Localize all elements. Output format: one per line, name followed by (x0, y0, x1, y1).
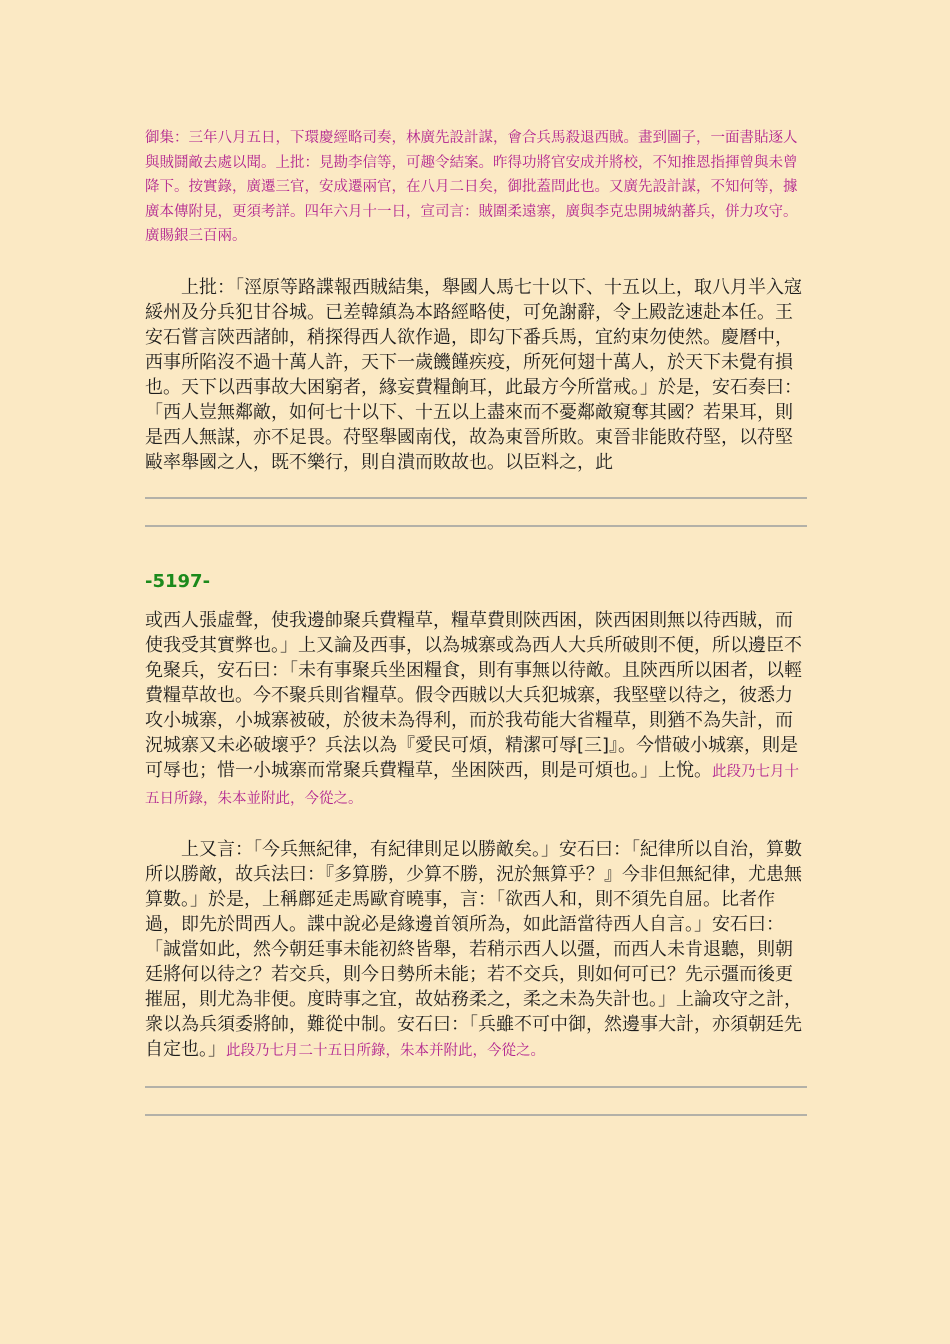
document-page (145, 126, 807, 1116)
paragraph-2 (145, 608, 807, 812)
end-divider-bottom (145, 1114, 807, 1116)
paragraph-2-note: 此段乃七月十五日所錄，朱本並附此，今從之。 (145, 763, 799, 807)
paragraph-3-note: 此段乃七月二十五日所錄，朱本并附此，今從之。 (226, 1042, 545, 1059)
top-annotation: 御集：三年八月五日，下環慶經略司奏，林廣先設計謀，會合兵馬殺退西賊。畫到圖子，一面書貼逐人與賊鬪敵去處以聞。上批：見勘李信等，可趣令結案。昨得功將官安成并將校，不知推恩指揮曾與未曾降下。按實錄，廣遷三官，安成遷兩官，在八月二日矣，御批蓋問此也。又廣先設計謀，不知何等，據廣本傳附見，更須考詳。四年六月十一日，宣司言：賊圍柔遠寨，廣與李克忠開城納蕃兵，併力攻守。廣賜銀三百兩。 (145, 130, 798, 244)
page-number: -5197- (145, 570, 211, 592)
paragraph-3 (145, 837, 807, 1064)
paragraph-3-text: 上又言：「今兵無紀律，有紀律則足以勝敵矣。」安石曰：「紀律所以自治，算數所以勝敵，故兵法曰：『多算勝，少算不勝，況於無算乎？』今非但無紀律，尤患無算數。」於是，上稱鄜延走馬歐育曉事，言：「欲西人和，則不須先自屈。比者作過，即先於問西人。諜中說必是緣邊首領所為，如此語當待西人自言。」安石曰：「誠當如此，然今朝廷事未能初終皆舉，若稍示西人以彊，而西人未肯退聽，則朝廷將何以待之？若交兵，則今日勢所未能；若不交兵，則如何可已？先示彊而後更摧屈，則尤為非便。度時事之宜，故姑務柔之，柔之未為失計也。」上論攻守之計，衆以為兵須委將帥，難從中制。安石曰：「兵雖不可中御，然邊事大計，亦須朝廷先自定也。」 (145, 838, 802, 1060)
paragraph-1: 上批：「涇原等路諜報西賊結集，舉國人馬七十以下、十五以上，取八月半入寇綏州及分兵犯甘谷城。已差韓縝為本路經略使，可免謝辭，令上殿訖速赴本任。王安石嘗言陝西諸帥，稍探得西人欲作過，即勾下番兵馬，宜約束勿使然。慶曆中，西事所陷沒不過十萬人許，天下一歲饑饉疾疫，所死何翅十萬人，於天下未覺有損也。天下以西事故大困窮者，緣妄費糧餉耳，此最方今所當戒。」於是，安石奏曰：「西人豈無鄰敵，如何七十以下、十五以上盡來而不憂鄰敵窺奪其國？若果耳，則是西人無謀，亦不足畏。苻堅舉國南伐，故為東晉所敗。東晉非能敗苻堅，以苻堅敺率舉國之人，既不樂行，則自潰而敗故也。以臣料之，此 (145, 276, 802, 473)
paragraph-2-text: 或西人張虛聲，使我邊帥聚兵費糧草，糧草費則陝西困，陝西困則無以待西賊，而使我受其實弊也。」上又論及西事，以為城寨或為西人大兵所破則不便，所以邊臣不免聚兵，安石曰：「未有事聚兵坐困糧食，則有事無以待敵。且陝西所以困者，以輕費糧草故也。今不聚兵則省糧草。假令西賊以大兵犯城寨，我堅壁以待之，彼悉力攻小城寨，小城寨被破，於彼未為得利，而於我苟能大省糧草，則猶不為失計，而況城寨又未必破壞乎？兵法以為『愛民可煩，精潔可辱[三]』。今惜破小城寨，則是可辱也；惜一小城寨而常聚兵費糧草，坐困陝西，則是可煩也。」上悅。 (145, 609, 802, 781)
